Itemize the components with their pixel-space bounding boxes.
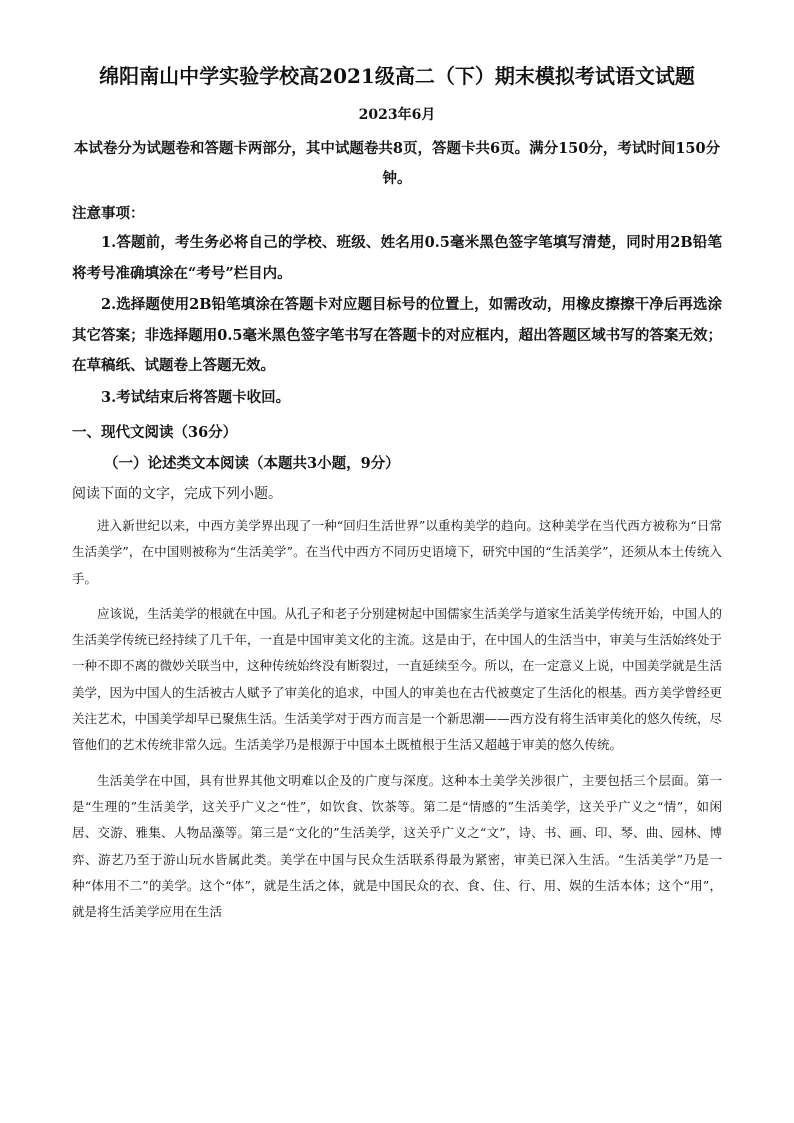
- note-item: 2.选择题使用2B铅笔填涂在答题卡对应题目标号的位置上，如需改动，用橡皮擦擦干净后再选涂其它答案；非选择题用0.5毫米黑色签字笔书写在答题卡的对应框内，超出答题区域书写的答案无效；在草稿纸、试题卷上答题无效。: [72, 296, 722, 374]
- section-subtitle: （一）论述类文本阅读（本题共3小题，9分）: [104, 455, 400, 472]
- notes-heading: 注意事项：: [72, 205, 145, 222]
- reading-instruction: 阅读下面的文字，完成下列小题。: [72, 486, 282, 502]
- note-item: 3.考试结束后将答题卡收回。: [101, 388, 291, 406]
- exam-title: 绵阳南山中学实验学校高2021级高二（下）期末模拟考试语文试题: [99, 64, 695, 88]
- passage-paragraph: 进入新世纪以来，中西方美学界出现了一种“回归生活世界”以重构美学的趋向。这种美学在当代西方被称为“日常生活美学”，在中国则被称为“生活美学”。在当代中西方不同历史语境下，研究中国的“生活美学”，还须从本土传统入手。: [72, 518, 722, 586]
- notes-list: [72, 228, 722, 414]
- note-item: 1.答题前，考生务必将自己的学校、班级、姓名用0.5毫米黑色签字笔填写清楚，同时用2B铅笔将考号准确填涂在“考号”栏目内。: [72, 234, 722, 282]
- passage-paragraph: 应该说，生活美学的根就在中国。从孔子和老子分别建树起中国儒家生活美学与道家生活美学传统开始，中国人的生活美学传统已经持续了几千年，一直是中国审美文化的主流。这是由于，在中国人的生活当中，审美与生活始终处于一种不即不离的微妙关联当中，这种传统始终没有断裂过，一直延续至今。所以，在一定意义上说，中国美学就是生活美学，因为中国人的生活被古人赋予了审美化的追求，中国人的审美也在古代被奠定了生活化的根基。西方美学曾经更关注艺术，中国美学却早已聚焦生活。生活美学对于西方而言是一个新思潮——西方没有将生活审美化的悠久传统，尽管他们的艺术传统非常久远。生活美学乃是根源于中国本土既植根于生活又超越于审美的悠久传统。: [72, 605, 723, 753]
- exam-date: 2023年6月: [358, 107, 436, 123]
- section-title: 一、现代文阅读（36分）: [72, 424, 238, 441]
- passage-paragraph: 生活美学在中国，具有世界其他文明难以企及的广度与深度。这种本土美学关涉很广，主要包括三个层面。第一是“生理的”生活美学，这关乎广义之“性”，如饮食、饮茶等。第二是“情感的”生活美学，这关乎广义之“情”，如闲居、交游、雅集、人物品藻等。第三是“文化的”生活美学，这关乎广义之“文”，诗、书、画、印、琴、曲、园林、博弈、游艺乃至于游山玩水皆属此类。美学在中国与民众生活联系得最为紧密，审美已深入生活。“生活美学”乃是一种“体用不二”的美学。这个“体”，就是生活之体，就是中国民众的衣、食、住、行、用、娱的生活本体；这个“用”，就是将生活美学应用在生活: [72, 772, 722, 920]
- exam-intro: 本试卷分为试题卷和答题卡两部分，其中试题卷共8页，答题卡共6页。满分150分，考试时间150分钟。: [73, 140, 721, 187]
- reading-passage: [72, 513, 722, 934]
